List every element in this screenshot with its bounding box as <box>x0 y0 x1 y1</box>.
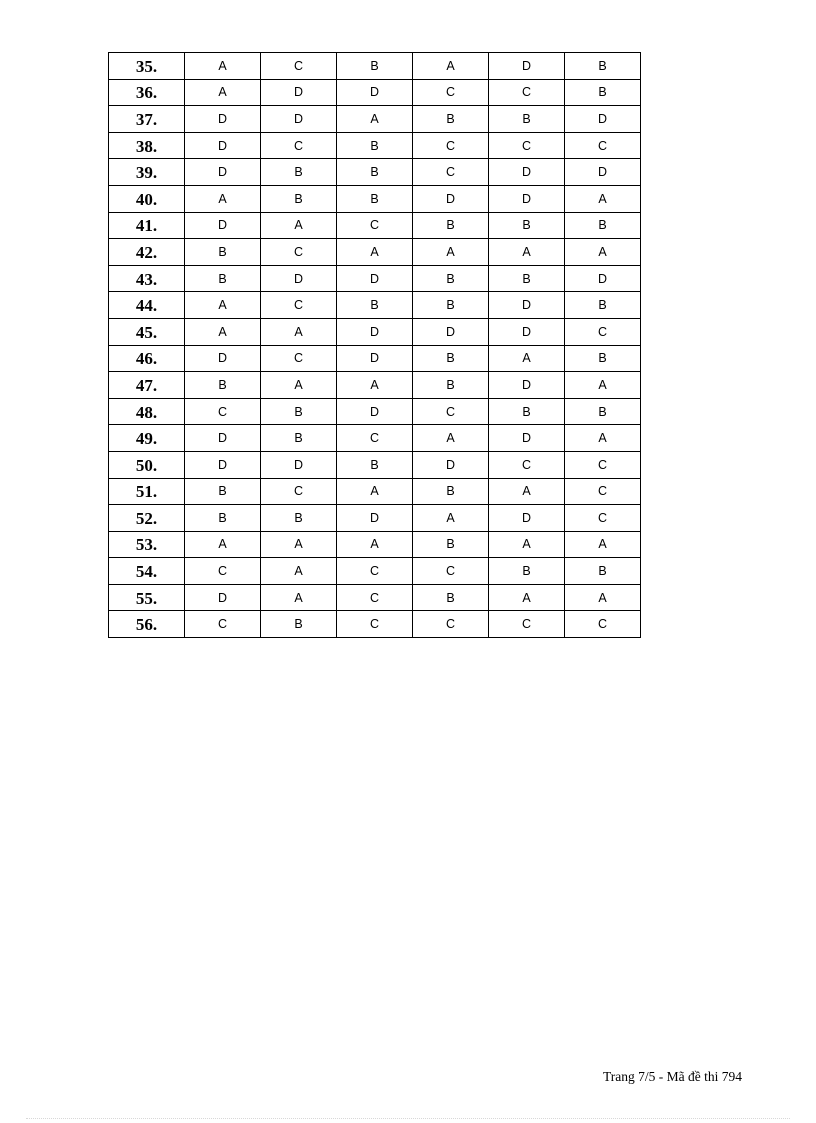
answer-cell: D <box>489 505 565 532</box>
answer-cell: D <box>185 106 261 133</box>
answer-cell: D <box>185 132 261 159</box>
answer-cell: C <box>413 132 489 159</box>
answer-cell: B <box>261 159 337 186</box>
answer-cell: C <box>261 292 337 319</box>
question-number: 52. <box>109 505 185 532</box>
table-row <box>109 584 641 611</box>
answer-cell: D <box>185 212 261 239</box>
answer-cell: B <box>413 292 489 319</box>
question-number: 35. <box>109 53 185 80</box>
answer-cell: C <box>261 345 337 372</box>
table-row <box>109 212 641 239</box>
table-row <box>109 345 641 372</box>
answer-cell: A <box>337 531 413 558</box>
answer-cell: B <box>337 53 413 80</box>
question-number: 46. <box>109 345 185 372</box>
answer-cell: B <box>565 79 641 106</box>
answer-cell: B <box>185 478 261 505</box>
table-row <box>109 132 641 159</box>
answer-cell: B <box>413 372 489 399</box>
question-number: 40. <box>109 185 185 212</box>
answer-cell: D <box>413 318 489 345</box>
answer-cell: B <box>489 398 565 425</box>
answer-cell: C <box>413 398 489 425</box>
answer-cell: D <box>261 451 337 478</box>
answer-cell: D <box>337 265 413 292</box>
table-row <box>109 558 641 585</box>
answer-cell: B <box>565 53 641 80</box>
answer-cell: A <box>565 239 641 266</box>
answer-cell: A <box>185 318 261 345</box>
answer-cell: D <box>565 106 641 133</box>
question-number: 38. <box>109 132 185 159</box>
table-row <box>109 451 641 478</box>
answer-cell: D <box>565 265 641 292</box>
answer-cell: A <box>185 53 261 80</box>
table-row <box>109 239 641 266</box>
question-number: 43. <box>109 265 185 292</box>
answer-cell: D <box>489 159 565 186</box>
table-row <box>109 398 641 425</box>
answer-cell: C <box>261 478 337 505</box>
answer-cell: B <box>337 292 413 319</box>
answer-cell: C <box>489 451 565 478</box>
answer-cell: D <box>185 159 261 186</box>
question-number: 54. <box>109 558 185 585</box>
answer-cell: C <box>337 558 413 585</box>
answer-cell: A <box>489 239 565 266</box>
answer-cell: B <box>261 611 337 638</box>
table-row <box>109 478 641 505</box>
answer-key-table <box>108 52 641 638</box>
answer-cell: C <box>185 558 261 585</box>
answer-cell: C <box>185 398 261 425</box>
answer-cell: D <box>185 345 261 372</box>
answer-cell: B <box>565 398 641 425</box>
answer-cell: D <box>185 584 261 611</box>
answer-cell: D <box>489 185 565 212</box>
answer-cell: D <box>261 265 337 292</box>
page-bottom-rule <box>26 1118 790 1119</box>
answer-cell: A <box>413 425 489 452</box>
answer-cell: C <box>565 451 641 478</box>
answer-cell: B <box>337 451 413 478</box>
answer-cell: C <box>337 212 413 239</box>
answer-cell: C <box>565 318 641 345</box>
answer-cell: B <box>489 106 565 133</box>
answer-cell: A <box>185 531 261 558</box>
answer-cell: C <box>489 132 565 159</box>
answer-cell: D <box>413 451 489 478</box>
answer-cell: D <box>489 53 565 80</box>
answer-cell: D <box>413 185 489 212</box>
answer-cell: C <box>413 79 489 106</box>
question-number: 36. <box>109 79 185 106</box>
answer-cell: A <box>489 584 565 611</box>
answer-cell: A <box>489 478 565 505</box>
answer-cell: C <box>489 611 565 638</box>
answer-cell: B <box>413 531 489 558</box>
answer-cell: D <box>185 451 261 478</box>
question-number: 48. <box>109 398 185 425</box>
table-row <box>109 106 641 133</box>
answer-cell: C <box>261 132 337 159</box>
answer-cell: A <box>185 185 261 212</box>
answer-cell: A <box>261 558 337 585</box>
table-row <box>109 505 641 532</box>
answer-cell: D <box>489 318 565 345</box>
answer-cell: A <box>261 584 337 611</box>
table-row <box>109 185 641 212</box>
answer-cell: D <box>261 79 337 106</box>
answer-cell: C <box>261 239 337 266</box>
answer-cell: A <box>413 239 489 266</box>
answer-cell: B <box>565 292 641 319</box>
answer-cell: B <box>261 505 337 532</box>
table-row <box>109 425 641 452</box>
answer-cell: A <box>565 531 641 558</box>
answer-cell: B <box>489 558 565 585</box>
answer-cell: C <box>337 425 413 452</box>
answer-cell: B <box>565 558 641 585</box>
answer-cell: C <box>337 611 413 638</box>
answer-cell: C <box>565 478 641 505</box>
table-row <box>109 531 641 558</box>
answer-cell: B <box>413 345 489 372</box>
answer-cell: C <box>413 611 489 638</box>
answer-cell: B <box>261 185 337 212</box>
answer-cell: A <box>489 531 565 558</box>
table-row <box>109 265 641 292</box>
question-number: 56. <box>109 611 185 638</box>
page-footer: Trang 7/5 - Mã đề thi 794 <box>603 1069 742 1084</box>
answer-cell: A <box>185 79 261 106</box>
answer-cell: B <box>413 212 489 239</box>
answer-cell: B <box>413 478 489 505</box>
question-number: 51. <box>109 478 185 505</box>
answer-cell: D <box>489 292 565 319</box>
answer-cell: B <box>185 505 261 532</box>
answer-cell: B <box>185 372 261 399</box>
answer-cell: A <box>565 372 641 399</box>
answer-cell: B <box>489 212 565 239</box>
answer-cell: C <box>413 159 489 186</box>
answer-cell: D <box>337 318 413 345</box>
question-number: 37. <box>109 106 185 133</box>
table-row <box>109 292 641 319</box>
answer-cell: A <box>489 345 565 372</box>
answer-cell: B <box>413 265 489 292</box>
answer-cell: C <box>565 611 641 638</box>
answer-cell: D <box>489 372 565 399</box>
question-number: 55. <box>109 584 185 611</box>
answer-cell: B <box>565 212 641 239</box>
answer-cell: A <box>565 185 641 212</box>
table-row <box>109 611 641 638</box>
answer-cell: D <box>185 425 261 452</box>
question-number: 49. <box>109 425 185 452</box>
question-number: 53. <box>109 531 185 558</box>
answer-cell: B <box>337 159 413 186</box>
answer-cell: C <box>413 558 489 585</box>
table-row <box>109 372 641 399</box>
table-row <box>109 79 641 106</box>
answer-cell: B <box>413 106 489 133</box>
answer-cell: D <box>337 505 413 532</box>
answer-cell: C <box>337 584 413 611</box>
answer-cell: D <box>565 159 641 186</box>
table-row <box>109 53 641 80</box>
answer-cell: A <box>413 53 489 80</box>
table-row <box>109 159 641 186</box>
answer-cell: A <box>261 531 337 558</box>
answer-cell: D <box>489 425 565 452</box>
answer-cell: A <box>261 212 337 239</box>
answer-cell: D <box>337 398 413 425</box>
answer-cell: C <box>185 611 261 638</box>
answer-cell: D <box>337 79 413 106</box>
answer-cell: A <box>337 106 413 133</box>
answer-cell: B <box>337 132 413 159</box>
answer-cell: C <box>565 132 641 159</box>
answer-cell: B <box>185 239 261 266</box>
question-number: 45. <box>109 318 185 345</box>
answer-cell: C <box>565 505 641 532</box>
answer-key-rows <box>109 53 641 638</box>
answer-cell: A <box>565 584 641 611</box>
answer-cell: A <box>261 372 337 399</box>
answer-cell: A <box>337 372 413 399</box>
table-row <box>109 318 641 345</box>
answer-cell: A <box>185 292 261 319</box>
question-number: 39. <box>109 159 185 186</box>
answer-cell: A <box>565 425 641 452</box>
answer-cell: B <box>261 398 337 425</box>
question-number: 42. <box>109 239 185 266</box>
answer-cell: C <box>261 53 337 80</box>
answer-cell: D <box>337 345 413 372</box>
question-number: 47. <box>109 372 185 399</box>
answer-cell: B <box>565 345 641 372</box>
answer-cell: B <box>185 265 261 292</box>
answer-cell: B <box>261 425 337 452</box>
question-number: 50. <box>109 451 185 478</box>
answer-cell: D <box>261 106 337 133</box>
answer-cell: A <box>261 318 337 345</box>
answer-cell: B <box>413 584 489 611</box>
answer-cell: A <box>413 505 489 532</box>
answer-cell: B <box>337 185 413 212</box>
answer-cell: C <box>489 79 565 106</box>
answer-cell: B <box>489 265 565 292</box>
question-number: 44. <box>109 292 185 319</box>
question-number: 41. <box>109 212 185 239</box>
answer-cell: A <box>337 478 413 505</box>
answer-cell: A <box>337 239 413 266</box>
